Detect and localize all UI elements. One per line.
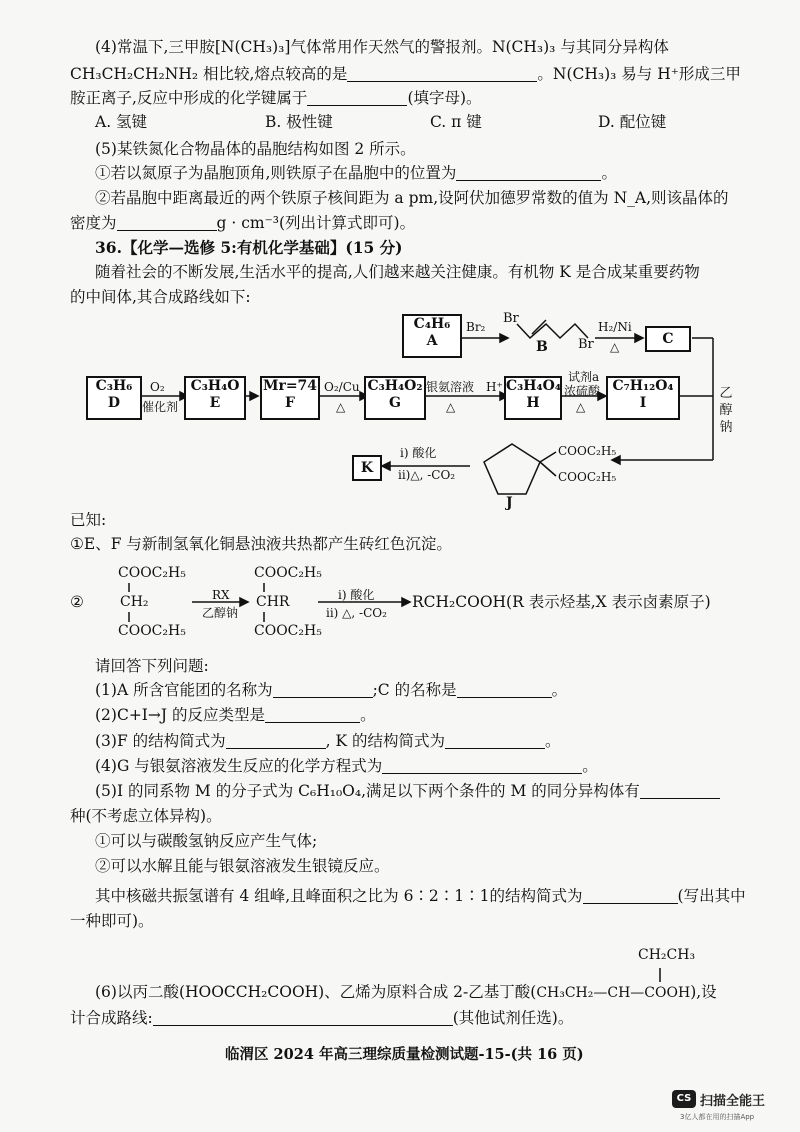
ester-bond-top: [540, 452, 556, 462]
compound-j-label: J: [506, 495, 513, 511]
compound-h-formula: C₃H₄O₄: [506, 378, 561, 394]
compound-e-label: E: [209, 395, 221, 411]
product-bottom: COOC₂H₅: [254, 623, 322, 639]
compound-a-label: A: [426, 333, 438, 349]
compound-k-label: K: [360, 460, 374, 476]
page-footer: 临渭区 2024 年高三理综质量检测试题-15-(共 16 页): [225, 1046, 584, 1063]
answer-blank[interactable]: [457, 681, 552, 698]
question-5-nmr-text: 其中核磁共振氢谱有 4 组峰,且峰面积之比为 6∶2∶1∶1的结构简式为: [95, 887, 583, 905]
compound-h-label: H: [526, 395, 540, 411]
compound-b-skeleton: [517, 324, 588, 338]
question-6-text: (6)以丙二酸(HOOCCH₂COOH)、乙烯为原料合成 2-乙基丁酸(: [95, 983, 537, 1001]
q4-line2-text: CH₃CH₂CH₂NH₂ 相比较,熔点较高的是: [70, 65, 348, 83]
answer-blank[interactable]: [153, 1009, 453, 1026]
reagent-a: 试剂a: [568, 370, 600, 384]
question-2-text: (2)C+I→J 的反应类型是: [95, 706, 266, 724]
question-1-text: (1)A 所含官能团的名称为: [95, 681, 273, 699]
ethoxide-char-2: 醇: [719, 403, 733, 418]
product-mid: CHR: [256, 594, 290, 610]
compound-g-label: G: [389, 395, 401, 411]
q5-line3: ②若晶胞中距离最近的两个铁原子核间距为 a pm,设阿伏加德罗常数的值为 N_A,则该晶体的: [95, 189, 729, 207]
q5-line1: (5)某铁氮化合物晶体的晶胞结构如图 2 所示。: [95, 140, 416, 158]
known-item-1: ①E、F 与新制氢氧化铜悬浊液共热都产生砖红色沉淀。: [70, 535, 452, 553]
compound-j-ring: [484, 444, 540, 494]
arrowhead: [382, 462, 390, 470]
question-1: [95, 680, 567, 700]
compound-f-label: F: [285, 395, 295, 411]
question-6-text-c: 计合成路线:: [70, 1009, 153, 1027]
reagent-br2: Br₂: [466, 320, 486, 334]
q4-option-a: A. 氢键: [95, 113, 148, 131]
step-acidify: i) 酸化: [400, 446, 437, 460]
compound-box-e: [184, 376, 246, 420]
malonate-mid: CH₂: [120, 594, 149, 610]
j-ester-top: COOC₂H₅: [558, 444, 617, 458]
question-5-end: 一种即可)。: [70, 912, 154, 930]
questions-intro: 请回答下列问题:: [95, 657, 209, 675]
condition-heat: △: [610, 340, 620, 354]
question-5: [95, 781, 720, 801]
answer-blank[interactable]: [226, 732, 326, 749]
camscanner-logo-text: CS: [676, 1093, 692, 1104]
compound-i-formula: C₇H₁₂O₄: [612, 378, 674, 394]
q4-line1: (4)常温下,三甲胺[N(CH₃)₃]气体常用作天然气的警报剂。N(CH₃)₃ 与其同分异构体: [95, 38, 669, 56]
compound-d-formula: C₃H₆: [95, 378, 133, 394]
compound-box-i: [606, 376, 680, 420]
question-3-text-b: , K 的结构简式为: [325, 732, 446, 750]
double-bond: [532, 320, 546, 334]
compound-box-c: [645, 326, 691, 352]
question-5-line2: 种(不考虑立体异构)。: [70, 807, 222, 825]
answer-blank[interactable]: [583, 887, 678, 904]
compound-g-formula: C₃H₄O₂: [367, 378, 423, 394]
question-4-text: (4)G 与银氨溶液发生反应的化学方程式为: [95, 757, 383, 775]
arrowhead: [250, 392, 258, 400]
condition-heat: △: [336, 400, 346, 414]
question-5-nmr-text-b: (写出其中: [677, 887, 746, 905]
known-product-text: RCH₂COOH(R 表示烃基,X 表示卤素原子): [412, 593, 711, 611]
q4-option-d: D. 配位键: [598, 113, 667, 131]
answer-blank[interactable]: [382, 757, 582, 774]
compound-e-formula: C₃H₄O: [190, 378, 240, 394]
question-2-end: 。: [360, 706, 376, 724]
camscanner-name: 扫描全能王: [700, 1094, 766, 1109]
question-3-end: 。: [545, 732, 561, 750]
q5-line2-end: 。: [601, 164, 617, 182]
known-title: 已知:: [70, 511, 107, 529]
q4-line3-text: 胺正离子,反应中形成的化学键属于: [70, 89, 308, 107]
question-5-condition-2: ②可以水解且能与银氨溶液发生银镜反应。: [95, 857, 390, 875]
j-ester-bottom: COOC₂H₅: [558, 470, 617, 484]
b-br-right: Br: [578, 337, 594, 352]
product-top: COOC₂H₅: [254, 565, 322, 581]
question-5-condition-1: ①可以与碳酸氢钠反应产生气体;: [95, 832, 318, 850]
q4-option-c: C. π 键: [430, 113, 482, 131]
q5-line4-text-b: g · cm⁻³(列出计算式即可)。: [216, 214, 416, 232]
reagent-ethoxide: 乙醇钠: [202, 606, 239, 620]
compound-i-label: I: [639, 395, 647, 411]
q36-intro-line1: 随着社会的不断发展,生活水平的提高,人们越来越关注健康。有机物 K 是合成某重要药物: [95, 263, 700, 281]
reagent-o2: O₂: [150, 380, 165, 394]
compound-box-h: [504, 376, 562, 420]
b-br-left: Br: [503, 311, 519, 326]
malonate-bottom: COOC₂H₅: [118, 623, 186, 639]
question-6-line2: [70, 1008, 573, 1028]
arrowhead: [500, 334, 508, 342]
step-heat-decarboxylate: ii) △, -CO₂: [326, 606, 387, 620]
answer-blank[interactable]: [445, 732, 545, 749]
ester-bond-bottom: [540, 462, 556, 476]
compound-d-label: D: [107, 395, 121, 411]
compound-f-formula: Mr=74: [262, 378, 318, 394]
reagent-h2-ni: H₂/Ni: [598, 320, 632, 334]
question-5-nmr: [95, 886, 746, 906]
compound-box-d: [86, 376, 142, 420]
camscanner-slogan: 3亿人都在用的扫描App: [680, 1113, 755, 1121]
step-acidify: i) 酸化: [338, 588, 375, 602]
question-4-end: 。: [582, 757, 598, 775]
reagent-catalyst: 催化剂: [142, 400, 179, 414]
question-6-end: (其他试剂任选)。: [452, 1009, 574, 1027]
q36-intro-line2: 的中间体,其合成路线如下:: [70, 288, 251, 306]
compound-b-label: B: [536, 339, 548, 355]
question-1-text-b: ;C 的名称是: [372, 681, 457, 699]
question-3-text: (3)F 的结构简式为: [95, 732, 226, 750]
known-item-2-number: ②: [70, 593, 84, 611]
question-6: [95, 982, 717, 1003]
malonate-top: COOC₂H₅: [118, 565, 186, 581]
camscanner-logo-icon: [672, 1090, 696, 1108]
question-5-text: (5)I 的同系物 M 的分子式为 C₆H₁₀O₄,满足以下两个条件的 M 的同分异构体有: [95, 782, 640, 800]
question-4: [95, 756, 598, 776]
compound-box-f: [260, 376, 320, 420]
q6-structure: CH₃CH₂—CH—COOH: [536, 985, 691, 1001]
reagent-rx: RX: [212, 588, 230, 602]
compound-box-k: [352, 455, 382, 481]
step-heat-decarboxylate: ii)△, -CO₂: [398, 468, 456, 482]
answer-blank[interactable]: [273, 681, 373, 698]
question-2: [95, 705, 376, 725]
q5-line2-text: ①若以氮原子为晶胞顶角,则铁原子在晶胞中的位置为: [95, 164, 457, 182]
arrowhead: [635, 334, 643, 342]
q4-line2-text-b: 。N(CH₃)₃ 易与 H⁺形成三甲: [537, 65, 741, 83]
compound-box-g: [364, 376, 426, 420]
ethoxide-char-3: 钠: [719, 420, 733, 435]
reagent-o2-cu: O₂/Cu: [324, 380, 360, 394]
q4-option-b: B. 极性键: [265, 113, 333, 131]
q5-line4-text: 密度为: [70, 214, 117, 232]
question-1-end: 。: [551, 681, 568, 699]
compound-a-formula: C₄H₆: [413, 316, 451, 332]
compound-box-a: [402, 314, 462, 358]
ethoxide-char-1: 乙: [719, 386, 733, 401]
condition-heat: △: [446, 400, 456, 414]
reagent-conc-sulfuric: 浓硫酸: [564, 384, 601, 398]
question-3: [95, 731, 561, 751]
compound-c-label: C: [662, 331, 674, 347]
question-6-text-b: ),设: [690, 983, 717, 1001]
q4-line3-text-b: (填字母)。: [407, 89, 482, 107]
reagent-h-plus: H⁺: [486, 380, 503, 394]
answer-blank[interactable]: [265, 706, 360, 723]
arrowhead: [402, 598, 410, 606]
q6-side-chain: CH₂CH₃: [638, 947, 696, 963]
reagent-silver-ammonia: 银氨溶液: [426, 380, 475, 394]
answer-blank[interactable]: [640, 782, 720, 799]
condition-heat: △: [576, 400, 586, 414]
arrowhead: [240, 598, 248, 606]
q36-title: 36.【化学—选修 5:有机化学基础】(15 分): [95, 238, 403, 257]
